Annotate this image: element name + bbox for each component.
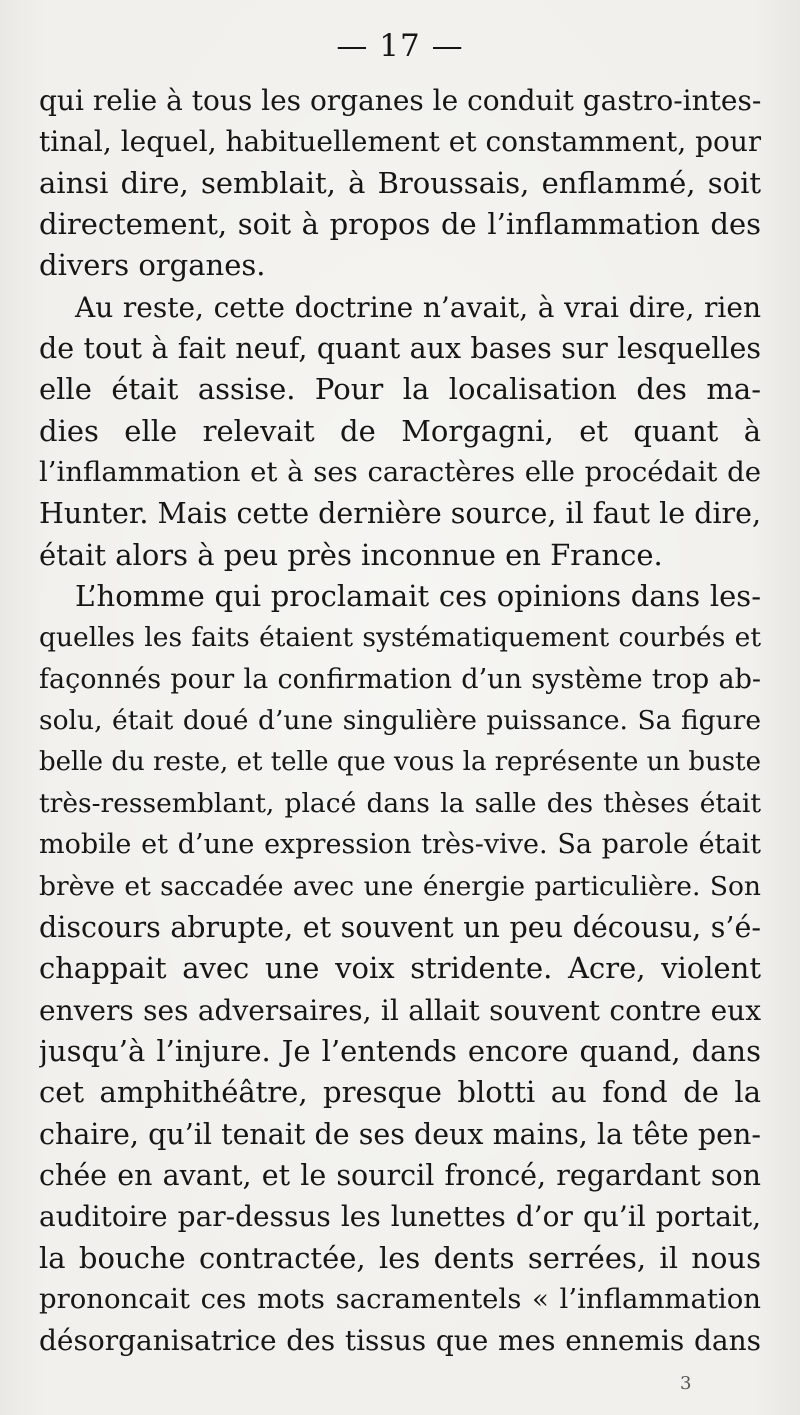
text-line: auditoire par-dessus les lunettes d’or qu’il portait, <box>39 1200 761 1234</box>
page-number: — 17 — <box>336 28 464 64</box>
text-line: Hunter. Mais cette dernière source, il faut le dire, <box>39 497 761 531</box>
text-line: brève et saccadée avec une énergie particulière. Son <box>39 870 761 902</box>
text-line: Au reste, cette doctrine n’avait, à vrai dire, rien <box>75 290 761 324</box>
text-line: façonnés pour la confirmation d’un système trop ab- <box>39 663 761 695</box>
text-line: directement, soit à propos de l’inflammation des <box>39 207 761 242</box>
text-line: était alors à peu près inconnue en France. <box>39 537 663 572</box>
text-line: L’homme qui proclamait ces opinions dans les- <box>75 579 761 614</box>
text-line: jusqu’à l’injure. Je l’entends encore quand, dans <box>39 1033 761 1068</box>
text-line: la bouche contractée, les dents serrées, il nous <box>39 1240 761 1275</box>
text-line: de tout à fait neuf, quant aux bases sur lesquelles <box>39 332 761 366</box>
text-line: chaire, qu’il tenait de ses deux mains, la tête pen- <box>39 1117 761 1151</box>
text-line: chappait avec une voix stridente. Acre, violent <box>39 951 761 986</box>
text-line: discours abrupte, et souvent un peu décousu, s’é- <box>39 910 761 944</box>
text-line: dies elle relevait de Morgagni, et quant à <box>39 413 761 448</box>
text-line: prononcait ces mots sacramentels « l’inflammation <box>39 1282 761 1315</box>
text-line: chée en avant, et le sourcil froncé, regardant son <box>39 1158 761 1192</box>
text-line: tinal, lequel, habituellement et constamment, pour <box>39 125 761 159</box>
text-line: mobile et d’une expression très-vive. Sa parole était <box>39 829 761 861</box>
text-line: solu, était doué d’une singulière puissance. Sa figure <box>39 705 761 737</box>
text-line: cet amphithéâtre, presque blotti au fond de la <box>39 1075 761 1110</box>
text-line: belle du reste, et telle que vous la représente un buste <box>39 746 761 777</box>
text-line: ainsi dire, semblait, à Broussais, enflammé, soit <box>39 165 761 200</box>
text-line: qui relie à tous les organes le conduit gastro-intes- <box>39 84 761 117</box>
footer-mark: 3 <box>680 1373 692 1394</box>
text-line: envers ses adversaires, il allait souvent contre eux <box>39 993 761 1027</box>
text-line: quelles les faits étaient systématiquement courbés et <box>39 622 761 654</box>
text-line: l’inflammation et à ses caractères elle procédait de <box>39 456 761 489</box>
body-text <box>39 80 761 1362</box>
text-line: divers organes. <box>39 248 266 283</box>
text-line: désorganisatrice des tissus que mes ennemis dans <box>39 1324 761 1358</box>
text-line: elle était assise. Pour la localisation des ma- <box>39 372 761 407</box>
text-line: très-ressemblant, placé dans la salle des thèses était <box>39 787 761 819</box>
